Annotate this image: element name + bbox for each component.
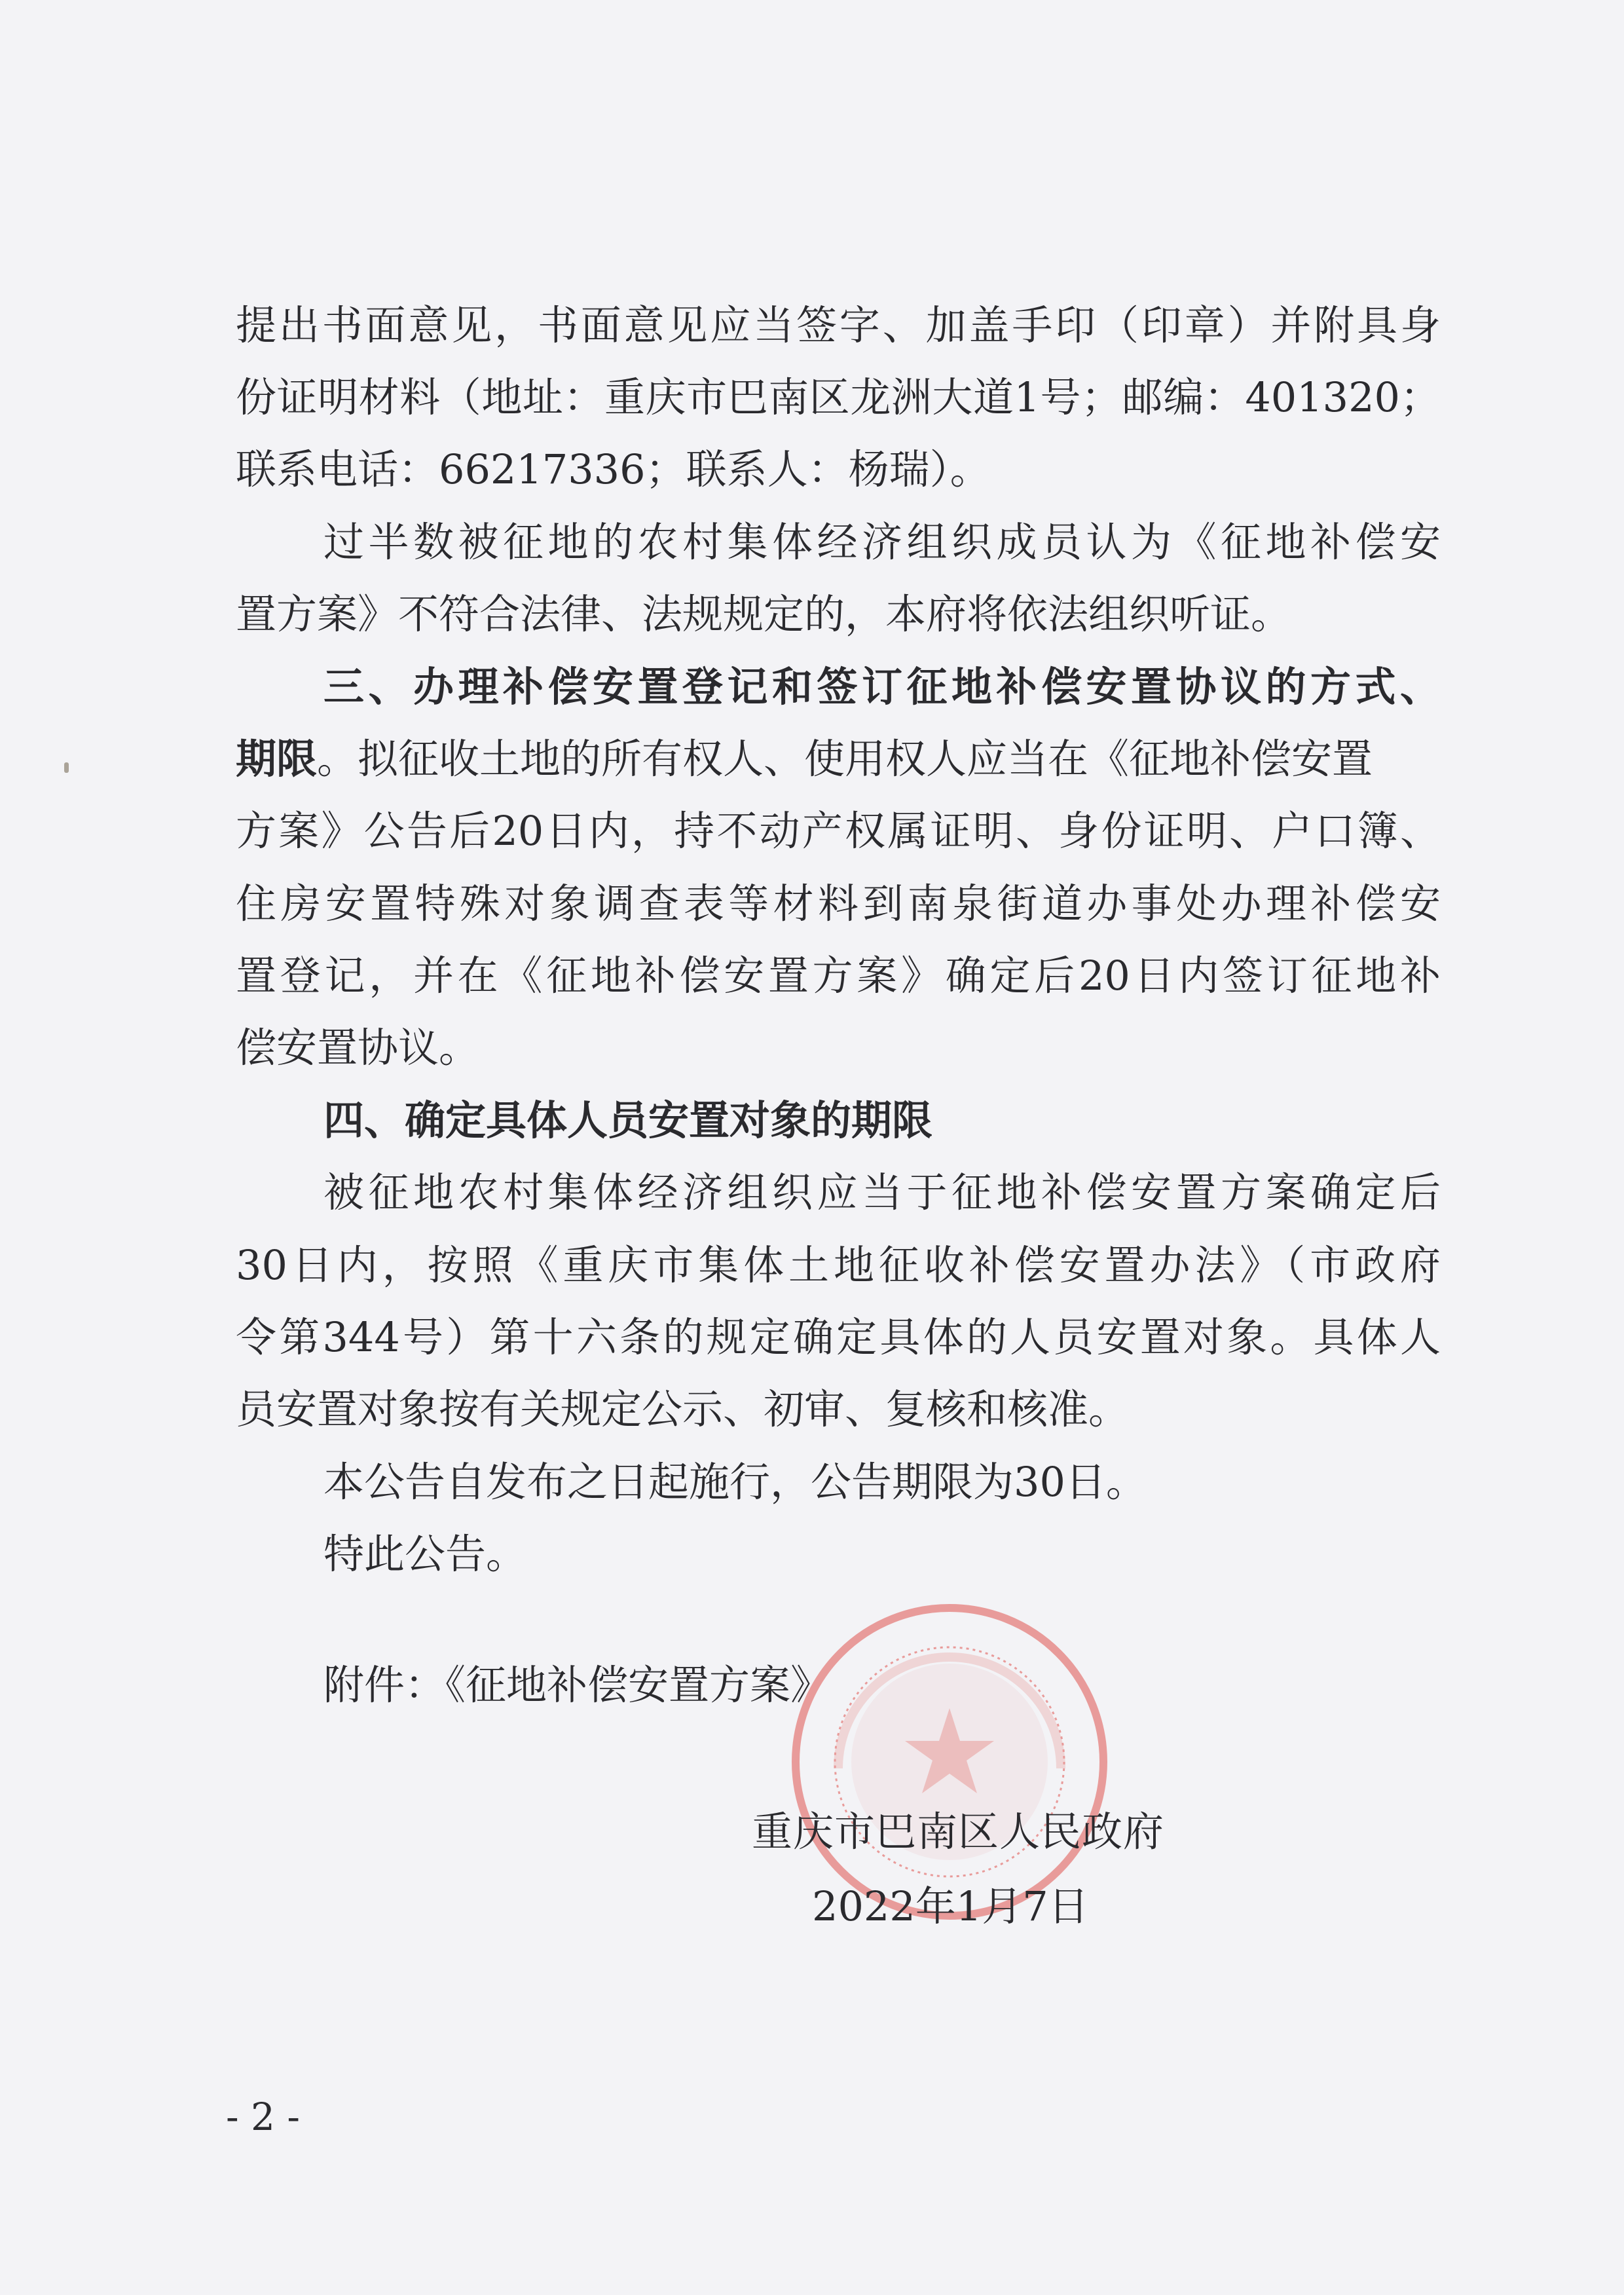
body-line-10: 置登记，并在《征地补偿安置方案》确定后20日内签订征地补 [236,952,1441,999]
section-3-term: 期限 [236,735,318,783]
body-line-11: 偿安置协议。 [236,1024,480,1072]
body-line-9: 住房安置特殊对象调查表等材料到南泉街道办事处办理补偿安 [236,880,1441,927]
body-line-13: 被征地农村集体经济组织应当于征地补偿安置方案确定后 [323,1168,1441,1216]
issuer-name: 重庆市巴南区人民政府 [752,1808,1165,1856]
body-line-3: 联系电话：66217336；联系人：杨瑞）。 [236,445,991,493]
section-heading-4: 四、确定具体人员安置对象的期限 [323,1096,933,1144]
body-line-16: 员安置对象按有关规定公示、初审、复核和核准。 [236,1385,1130,1433]
scan-speck [64,762,69,773]
body-line-8: 方案》公告后20日内，持不动产权属证明、身份证明、户口簿、 [236,807,1441,855]
body-line-1: 提出书面意见，书面意见应当签字、加盖手印（印章）并附具身 [236,301,1441,349]
body-line-2: 份证明材料（地址：重庆市巴南区龙洲大道1号；邮编：401320； [236,373,1441,421]
body-line-4: 过半数被征地的农村集体经济组织成员认为《征地补偿安 [323,518,1441,566]
page-number: - 2 - [226,2095,300,2139]
attachment-line: 附件：《征地补偿安置方案》 [323,1661,832,1709]
effective-line: 本公告自发布之日起施行，公告期限为30日。 [323,1458,1147,1506]
section-heading-3: 三、办理补偿安置登记和签订征地补偿安置协议的方式、 [323,663,1441,711]
section-3-first-line [236,735,1441,783]
body-line-5: 置方案》不符合法律、法规规定的，本府将依法组织听证。 [236,590,1292,638]
body-line-14: 30日内，按照《重庆市集体土地征收补偿安置办法》（市政府 [236,1241,1441,1289]
closing-line: 特此公告。 [323,1530,527,1578]
body-line-15: 令第344号）第十六条的规定确定具体的人员安置对象。具体人 [236,1313,1441,1361]
issue-date: 2022年1月7日 [812,1882,1089,1930]
official-seal-icon [786,1598,1113,1930]
section-3-text: 。拟征收土地的所有权人、使用权人应当在《征地补偿安置 [317,735,1373,783]
